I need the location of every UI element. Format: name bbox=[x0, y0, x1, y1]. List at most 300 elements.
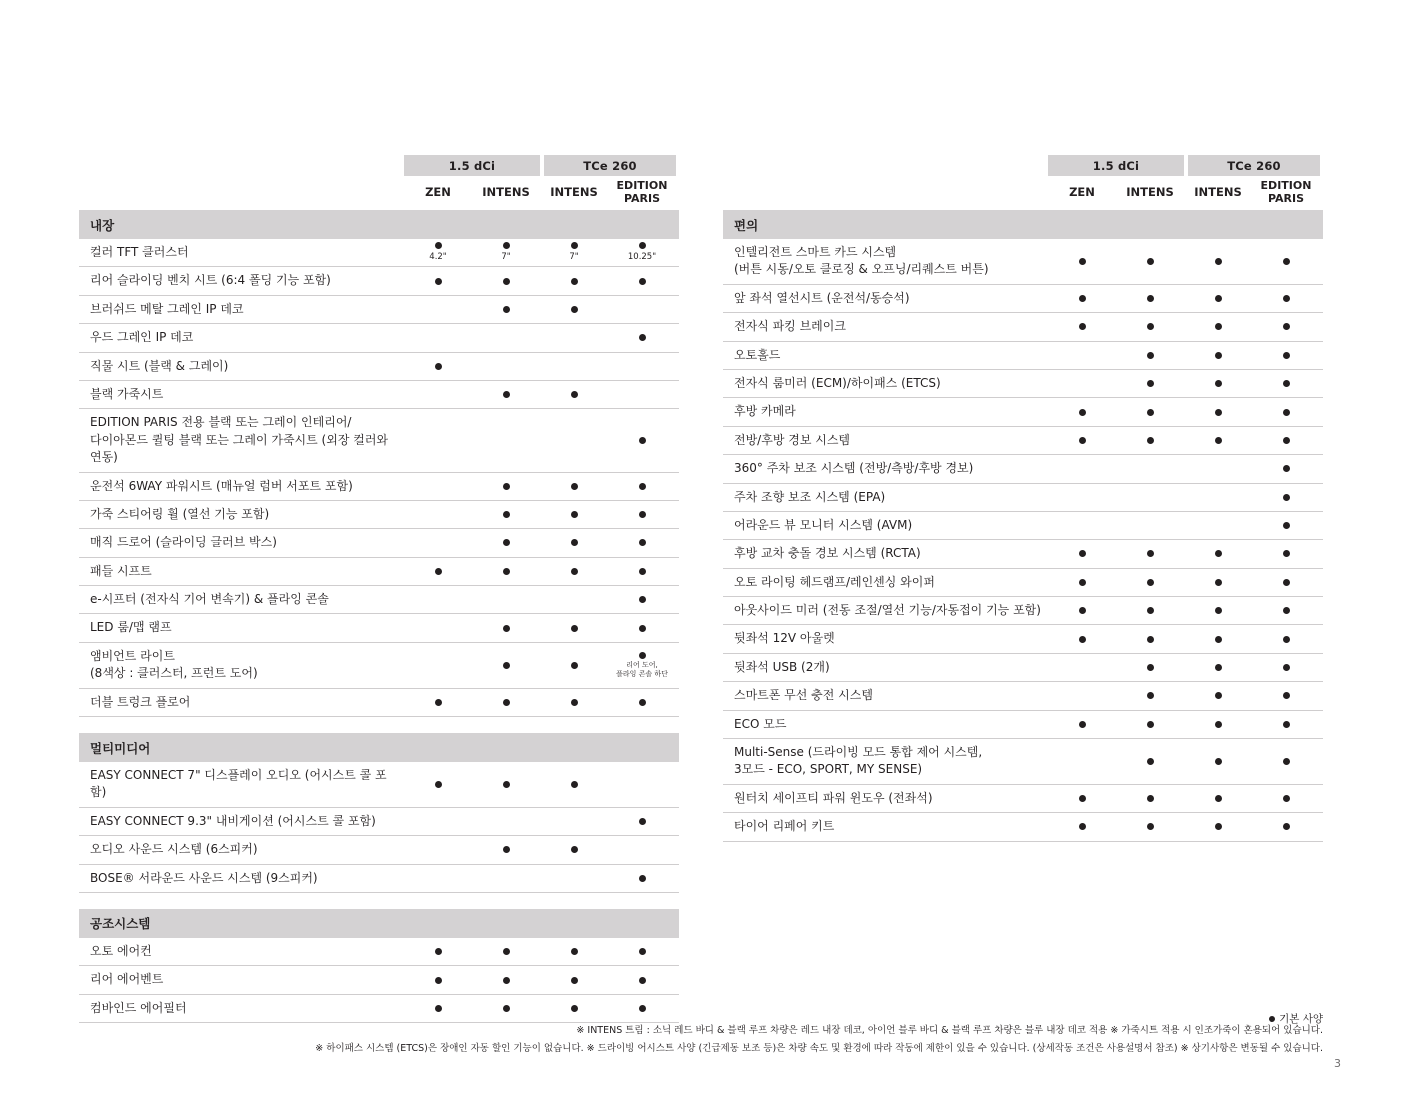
feature-marks bbox=[404, 781, 676, 788]
availability-dot bbox=[1116, 352, 1184, 359]
feature-marks bbox=[404, 699, 676, 706]
engine-header-cell: 1.5 dCi bbox=[404, 155, 540, 176]
availability-dot bbox=[1116, 380, 1184, 387]
feature-row bbox=[79, 614, 679, 642]
bullet-icon bbox=[1283, 636, 1290, 643]
availability-dot bbox=[1048, 409, 1116, 416]
bullet-icon bbox=[1215, 550, 1222, 557]
empty-mark bbox=[1147, 522, 1154, 529]
trim-header-row bbox=[79, 176, 679, 210]
bullet-icon bbox=[639, 539, 646, 546]
empty-mark bbox=[1215, 522, 1222, 529]
availability-dot bbox=[1048, 823, 1116, 830]
availability-dot bbox=[1252, 823, 1320, 830]
bullet-icon bbox=[1283, 352, 1290, 359]
bullet-icon bbox=[1283, 258, 1290, 265]
bullet-icon bbox=[571, 625, 578, 632]
bullet-icon bbox=[1147, 380, 1154, 387]
feature-row bbox=[723, 239, 1323, 285]
availability-dot bbox=[1116, 579, 1184, 586]
feature-row bbox=[79, 529, 679, 557]
bullet-icon bbox=[435, 948, 442, 955]
trim-header-cell: INTENS bbox=[1126, 185, 1174, 200]
availability-dot bbox=[1116, 607, 1184, 614]
availability-empty bbox=[404, 511, 472, 518]
availability-dot bbox=[608, 334, 676, 341]
availability-empty bbox=[472, 875, 540, 882]
bullet-icon bbox=[571, 977, 578, 984]
bullet-icon bbox=[1215, 295, 1222, 302]
availability-dot bbox=[1116, 550, 1184, 557]
bullet-icon bbox=[571, 391, 578, 398]
engine-header-row bbox=[723, 155, 1323, 176]
feature-label: 우드 그레인 IP 데코 bbox=[90, 330, 194, 345]
feature-label: 오토 라이팅 헤드램프/레인센싱 와이퍼 bbox=[734, 574, 935, 589]
availability-empty bbox=[472, 363, 540, 370]
feature-label: Multi-Sense (드라이빙 모드 통합 제어 시스템, 3모드 - ECO, SPORT, MY SENSE) bbox=[723, 739, 1048, 784]
bullet-icon bbox=[639, 875, 646, 882]
availability-dot bbox=[1252, 795, 1320, 802]
availability-empty bbox=[1184, 494, 1252, 501]
feature-label: 인텔리전트 스마트 카드 시스템 (버튼 시동/오토 클로징 & 오프닝/리퀘스트 버튼) bbox=[723, 239, 1048, 284]
bullet-icon bbox=[1147, 258, 1154, 265]
trim-header-cell: ZEN bbox=[425, 185, 451, 200]
feature-marks bbox=[404, 539, 676, 546]
feature-marks bbox=[404, 568, 676, 575]
feature-marks bbox=[1048, 409, 1320, 416]
availability-dot bbox=[1116, 636, 1184, 643]
availability-empty bbox=[404, 306, 472, 313]
availability-dot bbox=[404, 948, 472, 955]
availability-empty bbox=[540, 818, 608, 825]
bullet-icon bbox=[571, 662, 578, 669]
availability-dot bbox=[1252, 664, 1320, 671]
bullet-icon bbox=[639, 242, 646, 249]
availability-dot bbox=[1184, 295, 1252, 302]
feature-label: 매직 드로어 (슬라이딩 글러브 박스) bbox=[90, 535, 277, 550]
availability-dot bbox=[1048, 258, 1116, 265]
availability-dot bbox=[472, 846, 540, 853]
feature-label: 가죽 스티어링 휠 (열선 기능 포함) bbox=[90, 506, 270, 521]
mark-note: 4.2" bbox=[429, 252, 447, 263]
feature-label: 타이어 리페어 키트 bbox=[734, 819, 835, 834]
availability-dot bbox=[608, 625, 676, 632]
availability-dot bbox=[404, 1005, 472, 1012]
bullet-icon bbox=[1215, 258, 1222, 265]
feature-marks bbox=[1048, 522, 1320, 529]
engine-header-cell: 1.5 dCi bbox=[1048, 155, 1184, 176]
bullet-icon bbox=[503, 568, 510, 575]
bullet-icon bbox=[1283, 823, 1290, 830]
bullet-icon bbox=[435, 1005, 442, 1012]
availability-dot bbox=[1252, 550, 1320, 557]
bullet-icon bbox=[1283, 465, 1290, 472]
availability-empty bbox=[404, 625, 472, 632]
feature-row bbox=[79, 643, 679, 689]
feature-row bbox=[79, 995, 679, 1023]
feature-row bbox=[723, 512, 1323, 540]
availability-dot bbox=[472, 977, 540, 984]
feature-marks bbox=[1048, 721, 1320, 728]
availability-dot bbox=[472, 781, 540, 788]
bullet-icon bbox=[1147, 636, 1154, 643]
feature-label-sub: 3모드 - ECO, SPORT, MY SENSE) bbox=[734, 762, 923, 777]
page-number: 3 bbox=[1334, 1057, 1341, 1070]
feature-marks bbox=[404, 242, 676, 263]
feature-marks bbox=[1048, 258, 1320, 265]
trim-header-row bbox=[723, 176, 1323, 210]
bullet-icon bbox=[1283, 437, 1290, 444]
feature-label: 주차 조향 보조 시스템 (EPA) bbox=[734, 489, 886, 504]
availability-dot bbox=[1252, 607, 1320, 614]
feature-row bbox=[723, 597, 1323, 625]
feature-marks bbox=[1048, 437, 1320, 444]
feature-row bbox=[79, 689, 679, 717]
feature-marks bbox=[1048, 352, 1320, 359]
bullet-icon bbox=[503, 977, 510, 984]
availability-dot bbox=[1184, 692, 1252, 699]
availability-dot bbox=[608, 948, 676, 955]
bullet-icon bbox=[639, 568, 646, 575]
mark-note: 10.25" bbox=[627, 252, 657, 263]
bullet-icon bbox=[1147, 607, 1154, 614]
availability-dot bbox=[608, 437, 676, 444]
bullet-icon bbox=[1283, 409, 1290, 416]
feature-row bbox=[79, 966, 679, 994]
feature-row bbox=[723, 398, 1323, 426]
availability-dot bbox=[1252, 494, 1320, 501]
feature-label: EASY CONNECT 7" 디스플레이 오디오 (어시스트 콜 포함) bbox=[90, 768, 387, 800]
empty-mark bbox=[1079, 352, 1086, 359]
empty-mark bbox=[435, 818, 442, 825]
availability-dot bbox=[1184, 823, 1252, 830]
bullet-icon bbox=[571, 511, 578, 518]
bullet-icon bbox=[571, 948, 578, 955]
feature-row bbox=[79, 836, 679, 864]
trim-header-cell: INTENS bbox=[550, 185, 598, 200]
feature-label: 스마트폰 무선 충전 시스템 bbox=[734, 688, 873, 703]
bullet-icon bbox=[1283, 758, 1290, 765]
feature-marks bbox=[404, 511, 676, 518]
feature-label-sub: 다이아몬드 퀼팅 블랙 또는 그레이 가죽시트 (외장 컬러와 연동) bbox=[90, 432, 389, 465]
availability-empty bbox=[1048, 692, 1116, 699]
bullet-icon bbox=[1079, 721, 1086, 728]
availability-dot bbox=[540, 306, 608, 313]
feature-label: 원터치 세이프티 파워 윈도우 (전좌석) bbox=[734, 790, 933, 805]
empty-mark bbox=[571, 334, 578, 341]
feature-row bbox=[723, 313, 1323, 341]
bullet-icon bbox=[1147, 579, 1154, 586]
availability-empty bbox=[472, 818, 540, 825]
empty-mark bbox=[435, 483, 442, 490]
feature-label-sub: (버튼 시동/오토 클로징 & 오프닝/리퀘스트 버튼) bbox=[734, 262, 989, 277]
feature-marks bbox=[404, 846, 676, 853]
feature-label: 컬러 TFT 클러스터 bbox=[90, 245, 189, 259]
feature-label: LED 룸/맵 램프 bbox=[90, 620, 172, 635]
bullet-icon bbox=[1079, 409, 1086, 416]
bullet-icon bbox=[503, 625, 510, 632]
availability-dot bbox=[1116, 437, 1184, 444]
feature-label: 오토홀드 bbox=[734, 347, 781, 362]
feature-marks bbox=[404, 625, 676, 632]
bullet-icon bbox=[503, 483, 510, 490]
empty-mark bbox=[571, 363, 578, 370]
feature-marks bbox=[404, 306, 676, 313]
bullet-icon bbox=[1215, 692, 1222, 699]
feature-row bbox=[79, 381, 679, 409]
bullet-icon bbox=[503, 242, 510, 249]
bullet-icon bbox=[1147, 352, 1154, 359]
engine-header-cell: TCe 260 bbox=[544, 155, 676, 176]
bullet-icon bbox=[1283, 494, 1290, 501]
availability-empty bbox=[404, 334, 472, 341]
header-spacer bbox=[79, 155, 404, 176]
availability-dot bbox=[1252, 380, 1320, 387]
feature-row bbox=[723, 654, 1323, 682]
feature-label: 직물 시트 (블랙 & 그레이) bbox=[90, 358, 229, 373]
availability-dot bbox=[608, 818, 676, 825]
bullet-icon bbox=[1147, 721, 1154, 728]
availability-dot bbox=[608, 483, 676, 490]
availability-dot bbox=[1184, 550, 1252, 557]
feature-label: EDITION PARIS 전용 블랙 또는 그레이 인테리어/ 다이아몬드 퀼팅 블랙 또는 그레이 가죽시트 (외장 컬러와 연동) bbox=[79, 409, 404, 471]
feature-marks bbox=[404, 278, 676, 285]
bullet-icon bbox=[639, 948, 646, 955]
feature-marks bbox=[1048, 323, 1320, 330]
availability-dot bbox=[472, 699, 540, 706]
feature-row bbox=[79, 808, 679, 836]
empty-mark bbox=[503, 437, 510, 444]
feature-row bbox=[723, 739, 1323, 785]
bullet-icon bbox=[503, 278, 510, 285]
bullet-icon bbox=[571, 1005, 578, 1012]
empty-mark bbox=[571, 596, 578, 603]
availability-empty bbox=[404, 846, 472, 853]
empty-mark bbox=[435, 875, 442, 882]
availability-dot bbox=[1184, 323, 1252, 330]
legend-label: 기본 사양 bbox=[1279, 1013, 1323, 1025]
availability-dot bbox=[1252, 758, 1320, 765]
empty-mark bbox=[1215, 494, 1222, 501]
bullet-icon bbox=[503, 948, 510, 955]
bullet-icon bbox=[571, 699, 578, 706]
feature-marks bbox=[1048, 550, 1320, 557]
availability-dot bbox=[472, 391, 540, 398]
feature-label: 리어 슬라이딩 벤치 시트 (6:4 폴딩 기능 포함) bbox=[90, 273, 331, 288]
bullet-icon bbox=[1215, 721, 1222, 728]
availability-empty bbox=[1116, 465, 1184, 472]
availability-dot bbox=[1116, 409, 1184, 416]
availability-empty bbox=[540, 596, 608, 603]
bullet-icon bbox=[1079, 823, 1086, 830]
availability-dot bbox=[1048, 721, 1116, 728]
section-header: 내장 bbox=[79, 210, 679, 239]
availability-dot bbox=[1116, 295, 1184, 302]
bullet-icon bbox=[435, 278, 442, 285]
availability-dot bbox=[540, 568, 608, 575]
feature-marks bbox=[1048, 494, 1320, 501]
availability-dot bbox=[1184, 636, 1252, 643]
bullet-icon bbox=[1215, 636, 1222, 643]
bullet-icon bbox=[1215, 664, 1222, 671]
feature-label: 블랙 가죽시트 bbox=[90, 386, 164, 401]
availability-empty bbox=[404, 596, 472, 603]
availability-dot bbox=[1048, 579, 1116, 586]
availability-dot bbox=[1252, 409, 1320, 416]
bullet-icon bbox=[639, 977, 646, 984]
bullet-icon bbox=[503, 662, 510, 669]
availability-dot bbox=[1184, 352, 1252, 359]
feature-row bbox=[723, 427, 1323, 455]
availability-dot bbox=[540, 483, 608, 490]
availability-empty bbox=[608, 391, 676, 398]
bullet-icon bbox=[1283, 323, 1290, 330]
feature-label-sub: (8색상 : 클러스터, 프런트 도어) bbox=[90, 666, 258, 681]
bullet-icon bbox=[1147, 664, 1154, 671]
empty-mark bbox=[639, 781, 646, 788]
availability-dot bbox=[1048, 636, 1116, 643]
bullet-icon bbox=[639, 652, 646, 659]
feature-marks bbox=[1048, 692, 1320, 699]
bullet-icon bbox=[1283, 664, 1290, 671]
feature-marks bbox=[1048, 664, 1320, 671]
feature-row bbox=[79, 865, 679, 893]
empty-mark bbox=[435, 846, 442, 853]
feature-label: 아웃사이드 미러 (전동 조절/열선 기능/자동접이 기능 포함) bbox=[734, 603, 1041, 618]
availability-dot bbox=[1048, 795, 1116, 802]
availability-dot bbox=[540, 948, 608, 955]
availability-dot bbox=[1252, 721, 1320, 728]
availability-dot bbox=[540, 977, 608, 984]
availability-dot bbox=[1184, 664, 1252, 671]
availability-dot bbox=[608, 539, 676, 546]
availability-dot bbox=[472, 278, 540, 285]
feature-label: 전방/후방 경보 시스템 bbox=[734, 432, 851, 447]
availability-dot bbox=[472, 568, 540, 575]
availability-empty bbox=[1116, 494, 1184, 501]
section-header: 멀티미디어 bbox=[79, 733, 679, 762]
empty-mark bbox=[1079, 692, 1086, 699]
bullet-icon bbox=[503, 846, 510, 853]
empty-mark bbox=[435, 511, 442, 518]
bullet-icon bbox=[571, 539, 578, 546]
availability-empty bbox=[404, 875, 472, 882]
availability-dot bbox=[1184, 758, 1252, 765]
feature-row bbox=[79, 586, 679, 614]
availability-empty bbox=[1048, 522, 1116, 529]
bullet-icon bbox=[1283, 295, 1290, 302]
availability-empty bbox=[608, 781, 676, 788]
availability-dot bbox=[1048, 323, 1116, 330]
availability-empty bbox=[404, 483, 472, 490]
feature-label: 전자식 룸미러 (ECM)/하이패스 (ETCS) bbox=[734, 375, 941, 390]
feature-label: 후방 카메라 bbox=[734, 404, 796, 419]
availability-empty bbox=[472, 334, 540, 341]
feature-row bbox=[723, 484, 1323, 512]
empty-mark bbox=[435, 596, 442, 603]
availability-empty bbox=[540, 875, 608, 882]
bullet-icon bbox=[1147, 437, 1154, 444]
bullet-icon bbox=[435, 568, 442, 575]
availability-empty bbox=[404, 818, 472, 825]
availability-dot bbox=[1252, 579, 1320, 586]
availability-empty bbox=[404, 539, 472, 546]
availability-dot bbox=[404, 363, 472, 370]
feature-marks bbox=[1048, 758, 1320, 765]
feature-label: 후방 교차 충돌 경보 시스템 (RCTA) bbox=[734, 546, 921, 561]
feature-row bbox=[79, 938, 679, 966]
availability-dot bbox=[1116, 664, 1184, 671]
bullet-icon bbox=[571, 306, 578, 313]
bullet-icon bbox=[1215, 380, 1222, 387]
availability-dot bbox=[1252, 323, 1320, 330]
availability-dot bbox=[608, 278, 676, 285]
bullet-icon bbox=[639, 818, 646, 825]
availability-dot bbox=[608, 242, 676, 263]
feature-row bbox=[79, 558, 679, 586]
bullet-icon bbox=[503, 306, 510, 313]
mark-note: 7" bbox=[501, 252, 511, 263]
bullet-icon bbox=[1215, 607, 1222, 614]
availability-dot bbox=[540, 625, 608, 632]
availability-dot bbox=[1252, 258, 1320, 265]
feature-label: 어라운드 뷰 모니터 시스템 (AVM) bbox=[734, 517, 913, 532]
empty-mark bbox=[503, 818, 510, 825]
feature-row bbox=[723, 682, 1323, 710]
feature-row bbox=[79, 267, 679, 295]
bullet-icon bbox=[1079, 323, 1086, 330]
availability-dot bbox=[472, 625, 540, 632]
trim-header-cell: ZEN bbox=[1069, 185, 1095, 200]
section-header: 편의 bbox=[723, 210, 1323, 239]
section-header: 공조시스템 bbox=[79, 909, 679, 938]
feature-marks bbox=[1048, 636, 1320, 643]
feature-marks bbox=[1048, 579, 1320, 586]
availability-dot bbox=[608, 699, 676, 706]
bullet-icon bbox=[503, 391, 510, 398]
feature-label: 운전석 6WAY 파워시트 (매뉴얼 럼버 서포트 포함) bbox=[90, 478, 353, 493]
feature-row bbox=[723, 540, 1323, 568]
bullet-icon bbox=[571, 242, 578, 249]
feature-label: ECO 모드 bbox=[734, 716, 787, 731]
availability-dot bbox=[1116, 758, 1184, 765]
bullet-icon bbox=[435, 363, 442, 370]
bullet-icon bbox=[1079, 550, 1086, 557]
availability-dot bbox=[472, 948, 540, 955]
feature-label: BOSE® 서라운드 사운드 시스템 (9스피커) bbox=[90, 870, 318, 885]
empty-mark bbox=[1079, 380, 1086, 387]
empty-mark bbox=[1147, 494, 1154, 501]
feature-marks bbox=[404, 1005, 676, 1012]
availability-dot bbox=[1184, 721, 1252, 728]
bullet-icon bbox=[1215, 352, 1222, 359]
trim-header-cell: INTENS bbox=[1194, 185, 1242, 200]
bullet-icon bbox=[1147, 692, 1154, 699]
availability-dot bbox=[1252, 352, 1320, 359]
footnote-line-2: ※ 하이패스 시스템 (ETCS)은 장애인 자동 할인 기능이 없습니다. ※ 드라이빙 어시스트 사양 (긴급제동 보조 등)은 차량 속도 및 환경에 따라 작동에 제한이 있을 수 있습니다. (상세작동 조건은 사용설명서 참조) ※ 상기사항은 변동될 수 있습니다. bbox=[315, 1042, 1323, 1054]
feature-row bbox=[79, 239, 679, 267]
bullet-icon bbox=[639, 596, 646, 603]
feature-marks bbox=[1048, 607, 1320, 614]
availability-dot bbox=[1252, 295, 1320, 302]
feature-label: 360° 주차 보조 시스템 (전방/측방/후방 경보) bbox=[734, 461, 974, 476]
feature-label: 뒷좌석 12V 아울렛 bbox=[734, 631, 835, 646]
empty-mark bbox=[1079, 465, 1086, 472]
availability-dot bbox=[1116, 692, 1184, 699]
availability-dot bbox=[1252, 522, 1320, 529]
bullet-icon bbox=[503, 511, 510, 518]
availability-dot bbox=[1184, 607, 1252, 614]
